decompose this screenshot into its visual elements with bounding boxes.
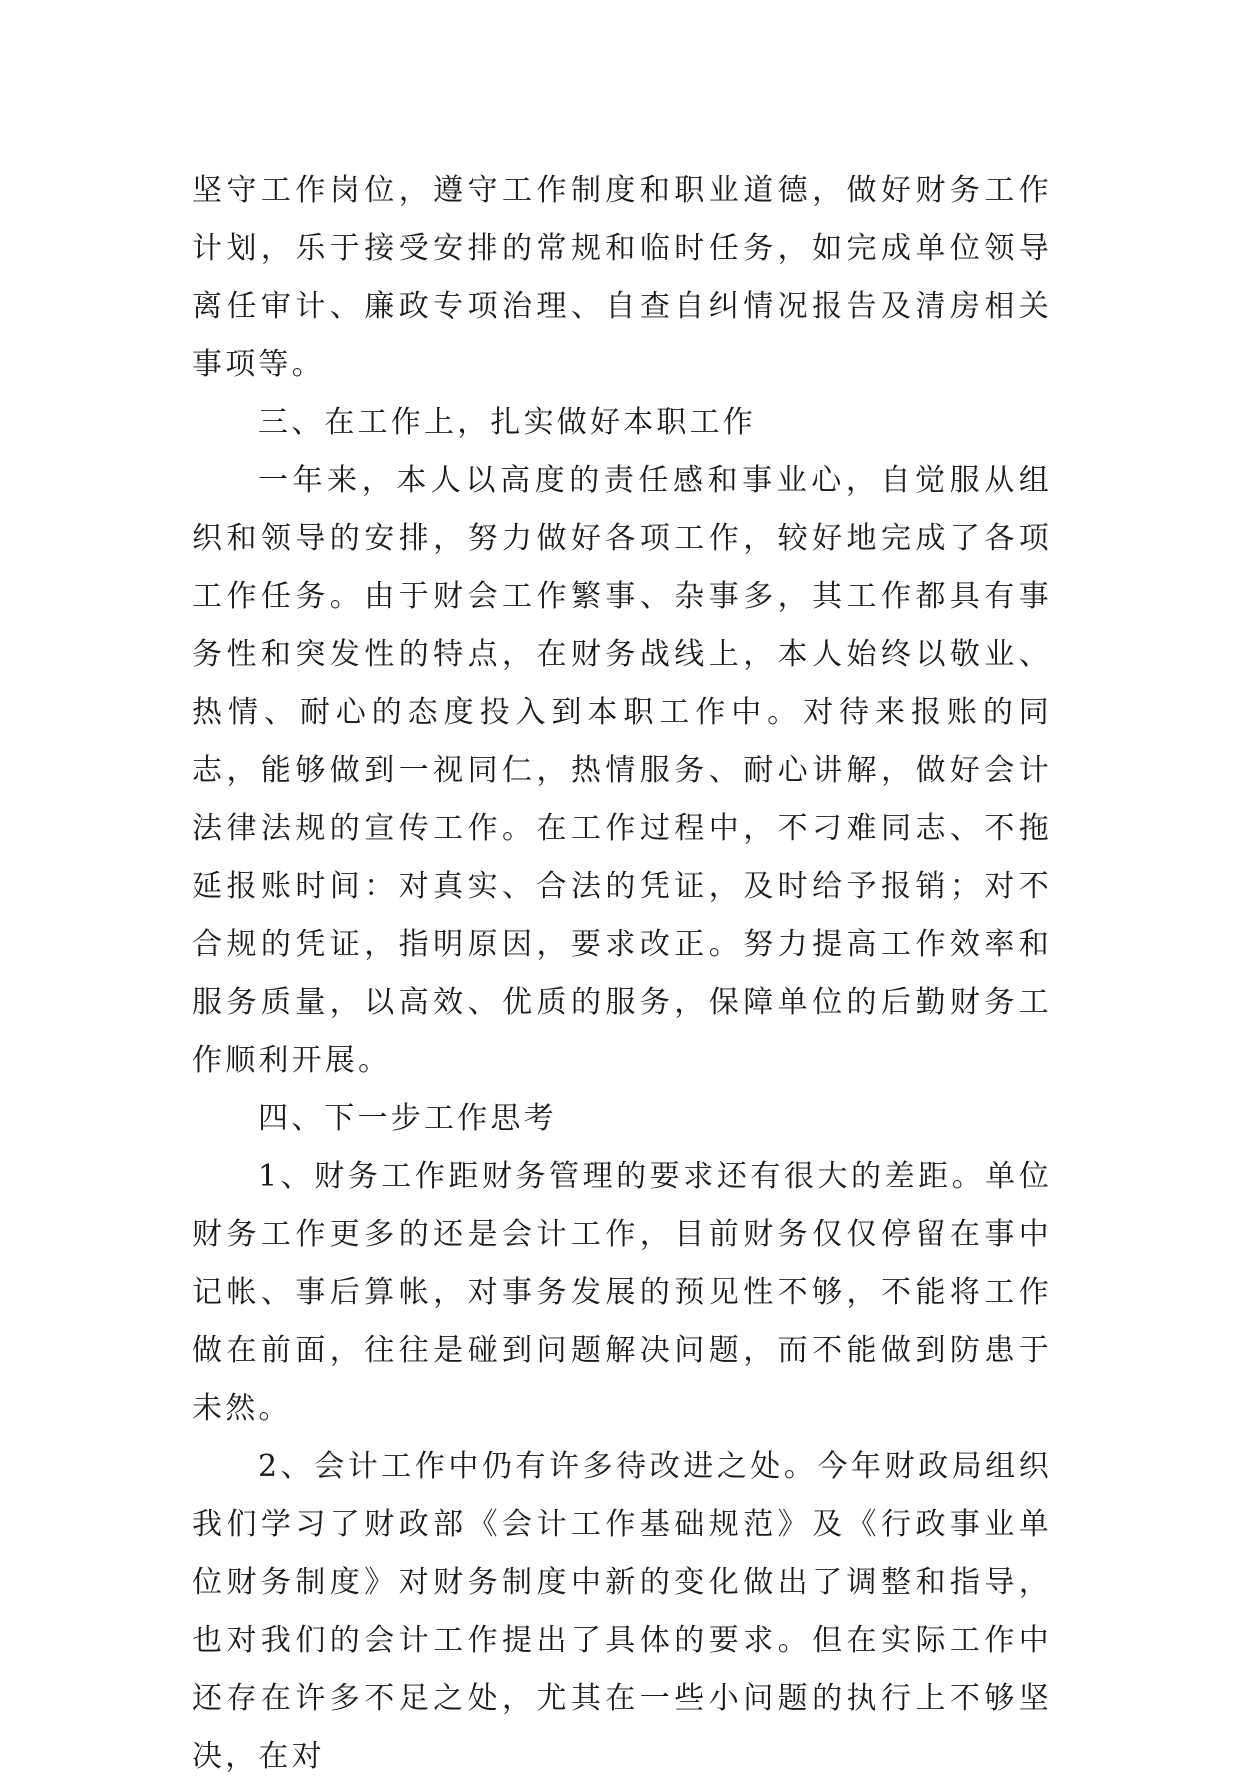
document-body xyxy=(192,162,1052,1786)
paragraph-2: 一年来，本人以高度的责任感和事业心，自觉服从组织和领导的安排，努力做好各项工作，较好地完成了各项工作任务。由于财会工作繁事、杂事多，其工作都具有事务性和突发性的特点，在财务战线上，本人始终以敬业、热情、耐心的态度投入到本职工作中。对待来报账的同志，能够做到一视同仁，热情服务、耐心讲解，做好会计法律法规的宣传工作。在工作过程中，不刁难同志、不拖延报账时间：对真实、合法的凭证，及时给予报销；对不合规的凭证，指明原因，要求改正。努力提高工作效率和服务质量，以高效、优质的服务，保障单位的后勤财务工作顺利开展。 xyxy=(192,463,1052,1078)
paragraph-item-2: 2、会计工作中仍有许多待改进之处。今年财政局组织我们学习了财政部《会计工作基础规范》及《行政事业单位财务制度》对财务制度中新的变化做出了调整和指导，也对我们的会计工作提出了具体的要求。但在实际工作中还存在许多不足之处，尤其在一些小问题的执行上不够坚决，在对 xyxy=(192,1449,1052,1774)
section-heading-3: 三、在工作上，扎实做好本职工作 xyxy=(258,405,756,440)
paragraph-item-1: 1、财务工作距财务管理的要求还有很大的差距。单位财务工作更多的还是会计工作，目前财务仅仅停留在事中记帐、事后算帐，对事务发展的预见性不够，不能将工作做在前面，往往是碰到问题解决问题，而不能做到防患于未然。 xyxy=(192,1159,1052,1426)
paragraph-1: 坚守工作岗位，遵守工作制度和职业道德，做好财务工作计划，乐于接受安排的常规和临时任务，如完成单位领导离任审计、廉政专项治理、自查自纠情况报告及清房相关事项等。 xyxy=(192,173,1052,382)
section-heading-4: 四、下一步工作思考 xyxy=(258,1101,557,1136)
